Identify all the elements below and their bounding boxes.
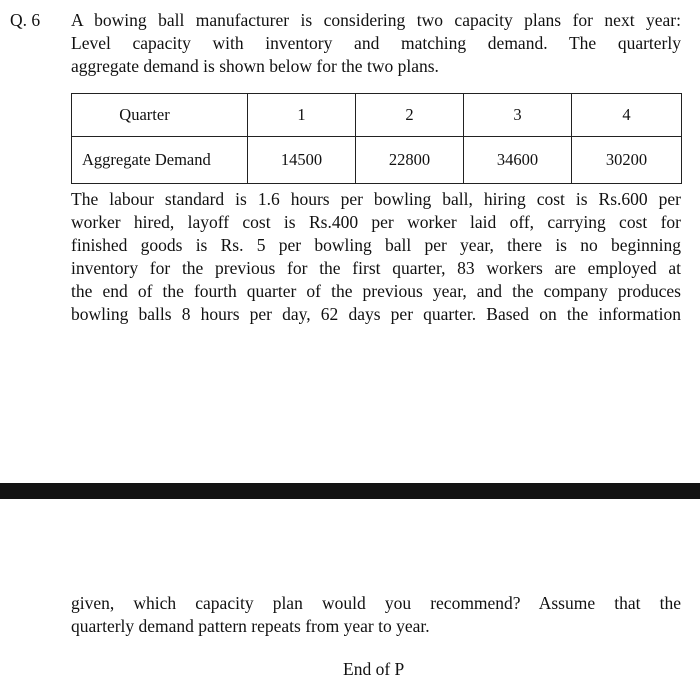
- labour-paragraph: [71, 188, 681, 326]
- table-cell: 14500: [248, 137, 356, 184]
- labour-line: bowling balls 8 hours per day, 62 days per quarter. Based on the information: [71, 304, 681, 324]
- table-header-cell: 2: [356, 94, 464, 137]
- continuation-line: given, which capacity plan would you recommend? Assume that the: [71, 593, 681, 613]
- table-row: [72, 137, 682, 184]
- table-cell: Aggregate Demand: [72, 137, 248, 184]
- intro-line: Level capacity with inventory and matching demand. The quarterly: [71, 33, 681, 53]
- question-continuation: [71, 592, 681, 638]
- intro-line: aggregate demand is shown below for the two plans.: [71, 56, 439, 76]
- table-cell: 22800: [356, 137, 464, 184]
- table-cell: 34600: [464, 137, 572, 184]
- labour-line: inventory for the previous for the first quarter, 83 workers are employed at: [71, 258, 681, 278]
- question-intro: [71, 9, 681, 78]
- table-cell: 30200: [572, 137, 682, 184]
- labour-line: The labour standard is 1.6 hours per bowling ball, hiring cost is Rs.600 per: [71, 189, 681, 209]
- table-header-cell: 3: [464, 94, 572, 137]
- labour-line: the end of the fourth quarter of the previous year, and the company produces: [71, 281, 681, 301]
- labour-line: finished goods is Rs. 5 per bowling ball per year, there is no beginning: [71, 235, 681, 255]
- question-number: Q. 6: [10, 10, 41, 30]
- demand-table: [71, 93, 682, 184]
- table-header-cell: Quarter: [72, 94, 248, 137]
- page-divider-bar: [0, 483, 700, 499]
- intro-line: A bowing ball manufacturer is considering two capacity plans for next year:: [71, 10, 681, 30]
- table-header-row: [72, 94, 682, 137]
- page-footer-partial: End of P: [343, 659, 405, 679]
- labour-line: worker hired, layoff cost is Rs.400 per worker laid off, carrying cost for: [71, 212, 681, 232]
- table-header-cell: 4: [572, 94, 682, 137]
- continuation-line: quarterly demand pattern repeats from year to year.: [71, 616, 430, 636]
- table-header-cell: 1: [248, 94, 356, 137]
